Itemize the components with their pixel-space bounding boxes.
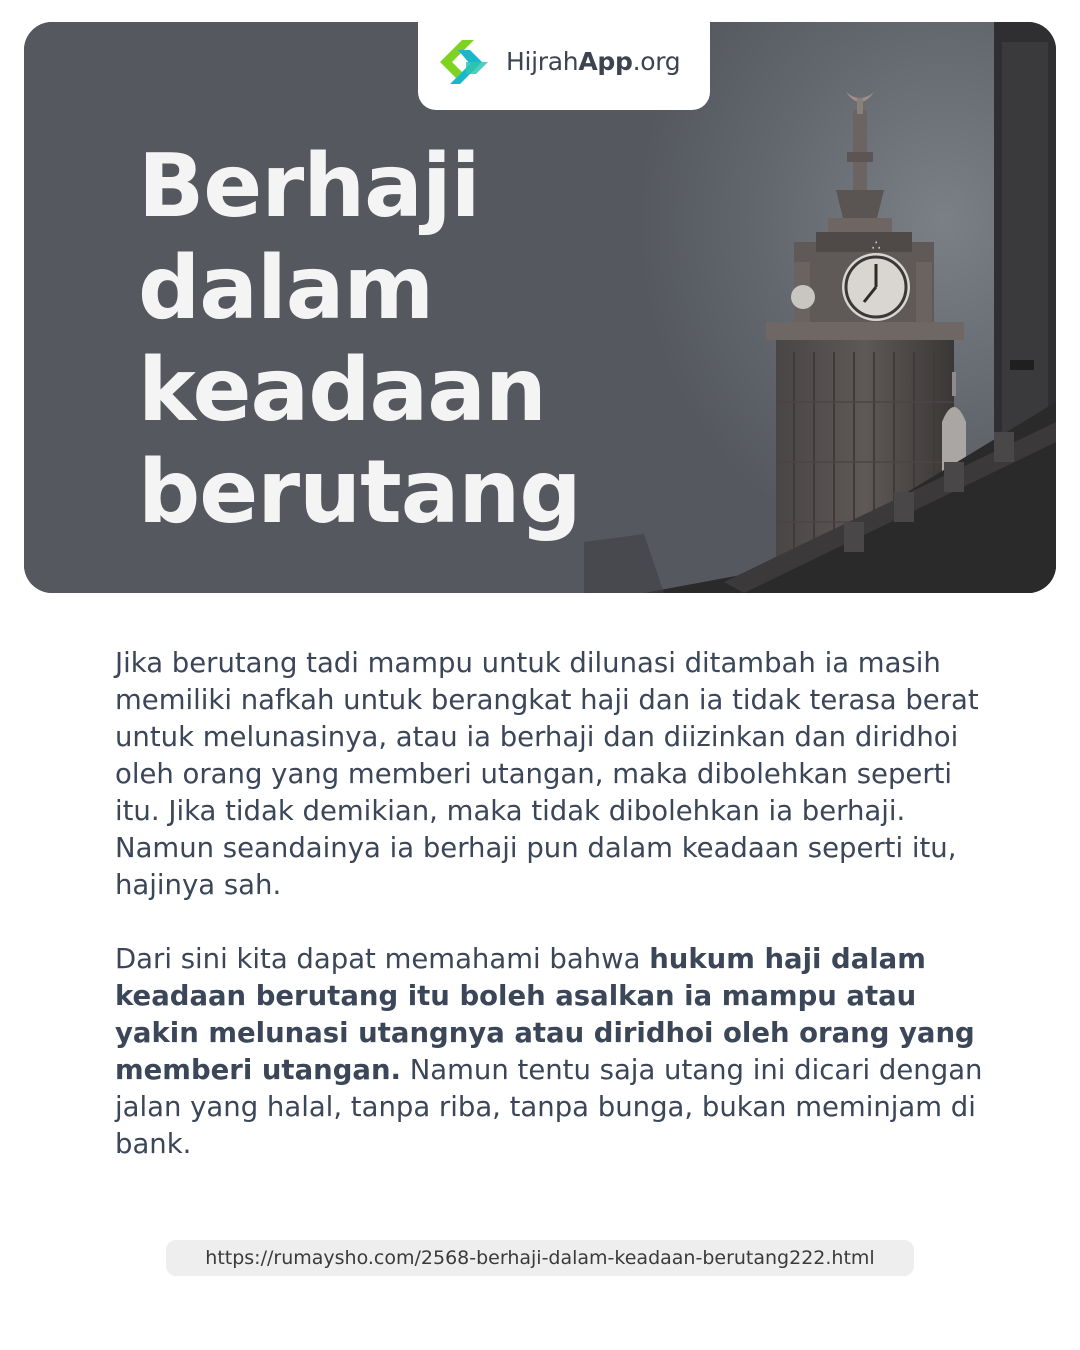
paragraph-2 <box>115 941 987 1163</box>
page-title: Berhaji dalam keadaan berutang <box>138 135 581 543</box>
hero-banner <box>24 22 1056 593</box>
paragraph-1: Jika berutang tadi mampu untuk dilunasi ditambah ia masih memiliki nafkah untuk berangkat haji dan ia tidak terasa berat untuk melunasinya, atau ia berhaji dan diizinkan dan diridhoi oleh orang yang memberi utangan, maka dibolehkan seperti itu. Jika tidak demikian, maka tidak dibolehkan ia berhaji. Namun seandainya ia berhaji pun dalam keadaan seperti itu, hajinya sah. <box>115 647 979 901</box>
logo-name-bold: App <box>578 47 633 76</box>
paragraph-2-lead: Dari sini kita dapat memahami bahwa <box>115 943 650 975</box>
paragraph-2-tail: Namun tentu saja utang ini dicari dengan jalan yang halal, tanpa riba, tanpa bunga, bukan meminjam di bank. <box>115 1054 983 1160</box>
logo-name-regular: Hijrah <box>506 47 579 76</box>
logo-name-suffix: .org <box>632 47 681 76</box>
hijrahapp-logo-icon <box>436 32 496 96</box>
article-body <box>115 645 987 1163</box>
source-url-link[interactable]: https://rumaysho.com/2568-berhaji-dalam-keadaan-berutang222.html <box>166 1240 914 1276</box>
paragraph-2-bold: hukum haji dalam keadaan berutang itu boleh asalkan ia mampu atau yakin melunasi utangnya atau diridhoi oleh orang yang memberi utangan. <box>115 943 975 1086</box>
logo-tab[interactable] <box>418 22 710 110</box>
svg-text:∴: ∴ <box>871 238 881 254</box>
logo-wordmark <box>506 42 680 82</box>
